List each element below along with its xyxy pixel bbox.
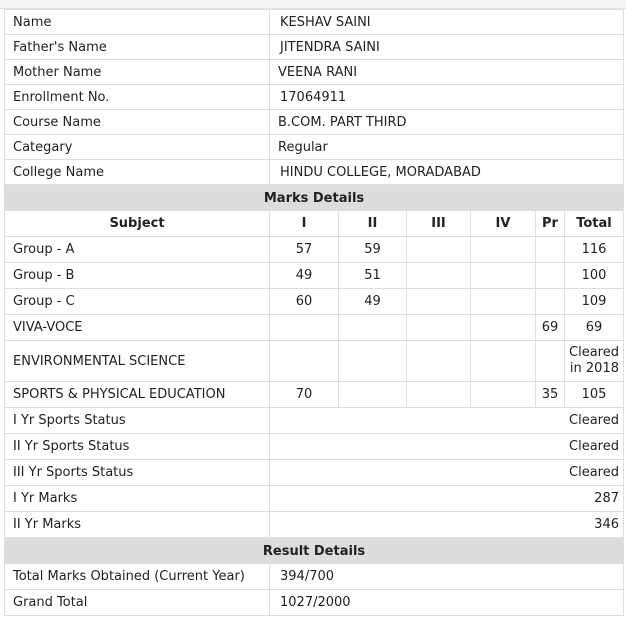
subject-cell: ENVIRONMENTAL SCIENCE: [5, 341, 270, 382]
total-cell: 69: [565, 315, 624, 341]
father-label: Father's Name: [5, 35, 270, 60]
grand-total-label: Grand Total: [5, 590, 270, 616]
paper-ii-cell: [339, 315, 407, 341]
table-row: [5, 237, 624, 263]
practical-cell: [536, 263, 565, 289]
paper-ii-cell: 49: [339, 289, 407, 315]
enroll-label: Enrollment No.: [5, 85, 270, 110]
result-table: [4, 538, 624, 616]
status-value: 346: [270, 512, 624, 538]
info-row-college: [5, 160, 624, 185]
enroll-value: 17064911: [270, 85, 624, 110]
result-heading-row: [5, 539, 624, 564]
col-i: I: [270, 211, 339, 237]
paper-iii-cell: [407, 263, 471, 289]
marks-heading: Marks Details: [5, 186, 624, 211]
col-subject: Subject: [5, 211, 270, 237]
name-value: KESHAV SAINI: [270, 10, 624, 35]
marks-heading-row: [5, 186, 624, 211]
paper-i-cell: [270, 315, 339, 341]
category-label: Categary: [5, 135, 270, 160]
paper-iii-cell: [407, 341, 471, 382]
marksheet: [4, 9, 623, 616]
col-total: Total: [565, 211, 624, 237]
result-row-grand: [5, 590, 624, 616]
status-row: [5, 512, 624, 538]
total-cell: Cleared in 2018: [565, 341, 624, 382]
paper-iv-cell: [471, 315, 536, 341]
marks-header-row: [5, 211, 624, 237]
paper-ii-cell: 59: [339, 237, 407, 263]
info-row-course: [5, 110, 624, 135]
col-ii: II: [339, 211, 407, 237]
paper-i-cell: 49: [270, 263, 339, 289]
paper-iv-cell: [471, 382, 536, 408]
paper-iv-cell: [471, 263, 536, 289]
top-strip: [0, 0, 626, 9]
status-label: II Yr Marks: [5, 512, 270, 538]
category-value: Regular: [270, 135, 624, 160]
col-pr: Pr: [536, 211, 565, 237]
info-row-enroll: [5, 85, 624, 110]
college-value: HINDU COLLEGE, MORADABAD: [270, 160, 624, 185]
marks-table: [4, 185, 624, 538]
paper-iv-cell: [471, 237, 536, 263]
status-value: Cleared: [270, 434, 624, 460]
paper-iii-cell: [407, 289, 471, 315]
info-row-name: [5, 10, 624, 35]
status-row: [5, 434, 624, 460]
practical-cell: [536, 237, 565, 263]
subject-cell: Group - C: [5, 289, 270, 315]
status-value: Cleared: [270, 460, 624, 486]
total-marks-value: 394/700: [270, 564, 624, 590]
status-row: [5, 460, 624, 486]
practical-cell: [536, 341, 565, 382]
college-label: College Name: [5, 160, 270, 185]
info-row-mother: [5, 60, 624, 85]
paper-ii-cell: 51: [339, 263, 407, 289]
paper-iv-cell: [471, 341, 536, 382]
subject-cell: Group - B: [5, 263, 270, 289]
status-row: [5, 486, 624, 512]
status-label: I Yr Sports Status: [5, 408, 270, 434]
subject-cell: Group - A: [5, 237, 270, 263]
mother-label: Mother Name: [5, 60, 270, 85]
table-row: [5, 315, 624, 341]
father-value: JITENDRA SAINI: [270, 35, 624, 60]
total-cell: 105: [565, 382, 624, 408]
course-label: Course Name: [5, 110, 270, 135]
table-row: [5, 382, 624, 408]
paper-i-cell: 70: [270, 382, 339, 408]
status-value: Cleared: [270, 408, 624, 434]
status-label: III Yr Sports Status: [5, 460, 270, 486]
subject-cell: SPORTS & PHYSICAL EDUCATION: [5, 382, 270, 408]
name-label: Name: [5, 10, 270, 35]
paper-i-cell: 57: [270, 237, 339, 263]
result-row-total: [5, 564, 624, 590]
course-value: B.COM. PART THIRD: [270, 110, 624, 135]
total-cell: 100: [565, 263, 624, 289]
practical-cell: 69: [536, 315, 565, 341]
result-heading: Result Details: [5, 539, 624, 564]
paper-ii-cell: [339, 382, 407, 408]
paper-iii-cell: [407, 315, 471, 341]
table-row: [5, 289, 624, 315]
table-row: [5, 263, 624, 289]
paper-ii-cell: [339, 341, 407, 382]
info-row-father: [5, 35, 624, 60]
total-cell: 109: [565, 289, 624, 315]
paper-iv-cell: [471, 289, 536, 315]
practical-cell: 35: [536, 382, 565, 408]
status-value: 287: [270, 486, 624, 512]
total-marks-label: Total Marks Obtained (Current Year): [5, 564, 270, 590]
practical-cell: [536, 289, 565, 315]
info-row-category: [5, 135, 624, 160]
status-row: [5, 408, 624, 434]
subject-cell: VIVA-VOCE: [5, 315, 270, 341]
grand-total-value: 1027/2000: [270, 590, 624, 616]
paper-i-cell: 60: [270, 289, 339, 315]
col-iv: IV: [471, 211, 536, 237]
mother-value: VEENA RANI: [270, 60, 624, 85]
table-row: [5, 341, 624, 382]
paper-i-cell: [270, 341, 339, 382]
student-info-table: [4, 9, 624, 185]
status-label: II Yr Sports Status: [5, 434, 270, 460]
total-cell: 116: [565, 237, 624, 263]
col-iii: III: [407, 211, 471, 237]
paper-iii-cell: [407, 382, 471, 408]
paper-iii-cell: [407, 237, 471, 263]
status-label: I Yr Marks: [5, 486, 270, 512]
